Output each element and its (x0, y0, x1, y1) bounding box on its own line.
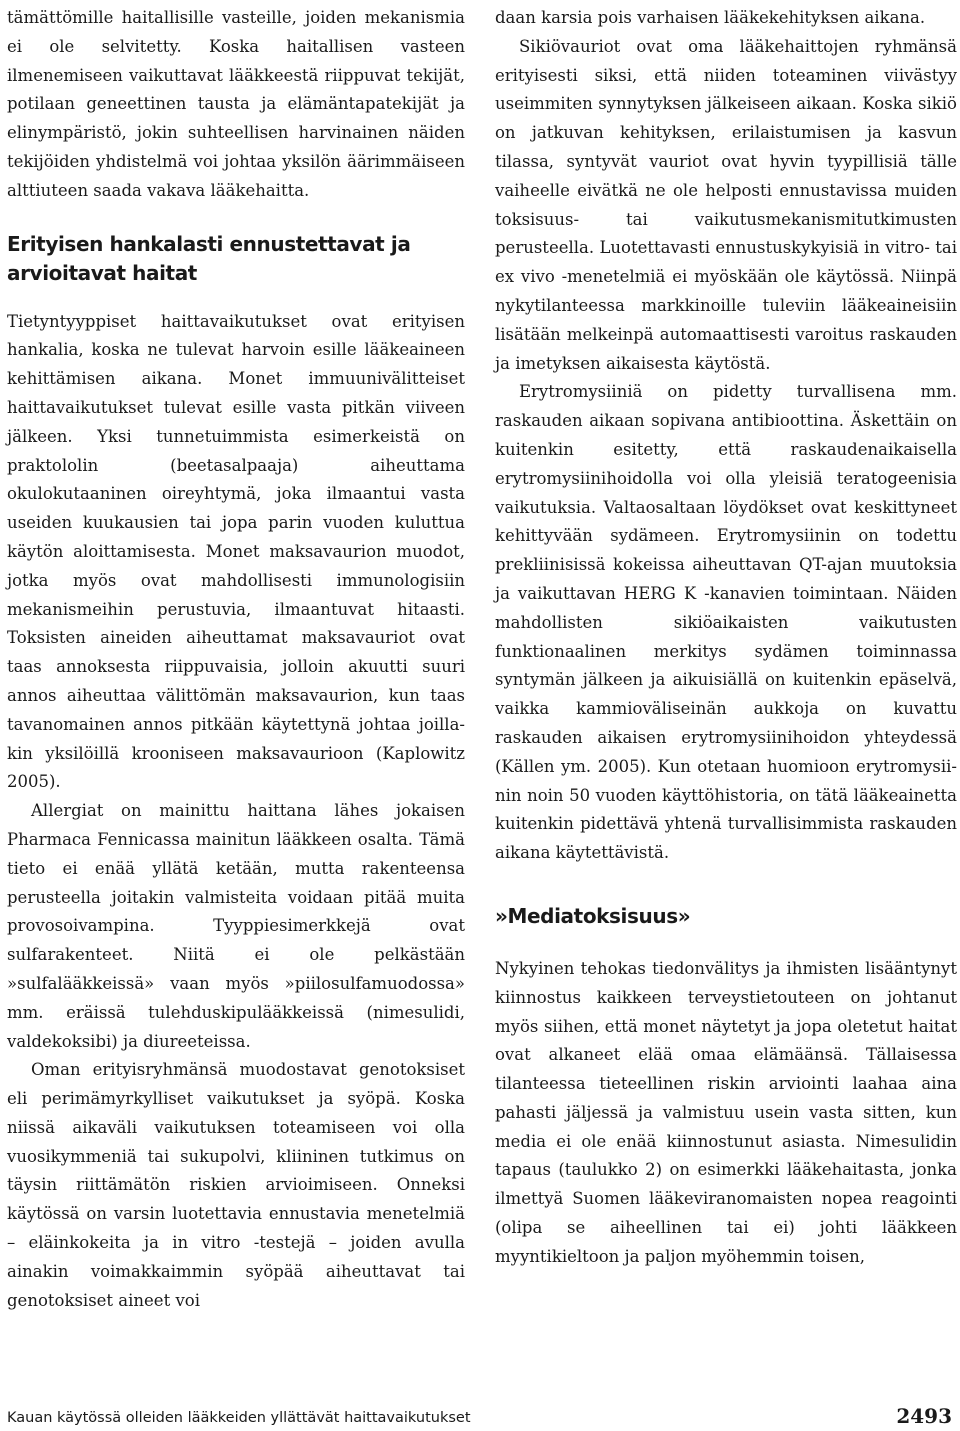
paragraph: Sikiövauriot ovat oma lääkehaittojen ryhmänsä erityisesti siksi, että niiden toteaminen viivästyy useimmiten synnytyksen jälkeiseen aikaan. Koska sikiö on jatkuvan kehityksen, erilaistumisen ja kasvun tilassa, syntyvät vauriot ovat hyvin tyypillisiä tälle vaiheelle eivätkä ne ole helposti ennustavissa muiden toksisuus- tai vaikutusmekanismitutkimusten perusteella. Luotettavasti ennustuskykyisiä in vitro- tai ex vivo -menetelmiä ei myöskään ole käytössä. Niinpä nykytilanteessa markkinoille tuleviin lääkeaineisiin lisätään melkeinpä automaattisesti varoitus raskauden ja imetyksen aikaisesta käytöstä. (495, 36, 957, 373)
paragraph: Nykyinen tehokas tiedonvälitys ja ihmisten lisääntynyt kiinnostus kaikkeen terveystietouteen on johtanut myös siihen, että monet näytetyt ja jopa oletetut haitat ovat alkaneet elää omaa elämäänsä. Tällaisessa tilanteessa tieteellinen riskin arviointi laahaa aina pahasti jäljessä ja valmistuu usein vasta sitten, kun media ei ole enää kiinnostunut asiasta. Nimesulidin tapaus (taulukko 2) on esimerkki lääkehaitasta, jonka ilmettyä Suomen lääkeviranomaisten nopea reagointi (olipa se aiheellinen tai ei) johti lääkkeen myyntikieltoon ja paljon myöhemmin toisen, (495, 958, 957, 1266)
running-title: Kauan käytössä olleiden lääkkeiden yllättävät haittavaikutukset (7, 1410, 471, 1426)
section-heading: Erityisen hankalasti ennustettavat ja arvioitavat haitat (7, 231, 411, 285)
paragraph: Oman erityisryhmänsä muodostavat genotoksiset eli perimämyrkylliset vaikutukset ja syöpä. Koska niissä aikaväli vaikutuksen toteamiseen voi olla vuosikymmeniä tai sukupolvi, kliininen tutkimus on täysin riittämätön riskien arvioimiseen. Onneksi käytössä on varsin luotettavia ennustavia menetelmiä – eläinkokeita ja in vitro -testejä – joiden avulla ainakin voimakkaimmin syöpää aiheuttavat tai genotoksiset aineet voi (7, 1060, 465, 1310)
page-number: 2493 (896, 1404, 952, 1428)
right-column (495, 4, 957, 1272)
left-column (7, 4, 465, 1315)
paragraph: Allergiat on mainittu haittana lähes jokaisen Pharmaca Fennicassa mainitun lääkkeen osalta. Tämä tieto ei enää yllätä ketään, mutta rakenteensa perusteella joitakin valmisteita voidaan pitää muita provosoivampina. Tyyppiesimerkkejä ovat sulfarakenteet. Niitä ei ole pelkästään »sulfalääkkeissä» vaan myös »piilosulfamuodossa» mm. eräissä tulehduskipulääkkeissä (nimesulidi, valdekoksibi) ja diureeteissa. (7, 801, 465, 1051)
paragraph: daan karsia pois varhaisen lääkekehityksen aikana. (495, 8, 926, 27)
section-heading: »Mediatoksisuus» (495, 903, 691, 928)
paragraph: Tietyntyyppiset haittavaikutukset ovat erityisen hankalia, koska ne tulevat harvoin esille lääkeaineen kehittämisen aikana. Monet immuunivälitteiset haittavaikutukset tulevat esille vasta pitkän viiveen jälkeen. Yksi tunnetuimmista esimerkeistä on praktololin (beetasalpaaja) aiheuttama okulokutaaninen oireyhtymä, joka ilmaantui vasta useiden kuukausien tai jopa parin vuoden kuluttua käytön aloittamisesta. Monet maksavaurion muodot, jotka myös ovat mahdollisesti immunologisiin mekanismeihin perustuvia, ilmaantuvat hitaasti. Toksisten aineiden aiheuttamat maksavauriot ovat taas annoksesta riippuvaisia, jolloin akuutti suuri annos aiheuttaa välittömän maksavaurion, kun taas tavanomainen annos pitkään käytettynä johtaa joillakin yksilöillä krooniseen maksavaurioon (Kaplowitz 2005). (7, 311, 465, 792)
page-footer (7, 1404, 952, 1430)
paragraph: tämättömille haitallisille vasteille, joiden mekanismia ei ole selvitetty. Koska haitallisen vasteen ilmenemiseen vaikuttavat lääkkeestä riippuvat tekijät, potilaan geneettinen tausta ja elämäntapatekijät ja elinympäristö, jokin suhteellisen harvinainen näiden tekijöiden yhdistelmä voi johtaa yksilön äärimmäiseen alttiuteen saada vakava lääkehaitta. (7, 8, 465, 200)
paragraph: Erytromysiiniä on pidetty turvallisena mm. raskauden aikaan sopivana antibioottina. Äskettäin on kuitenkin esitetty, että raskaudenaikaisella erytromysiinihoidolla voi olla yleisiä teratogeenisia vaikutuksia. Valtaosaltaan löydökset ovat keskittyneet kehittyvään sydämeen. Erytromysiinin on todettu prekliinisissä kokeissa aiheuttavan QT-ajan muutoksia ja vaikuttavan HERG K -kanavien toimintaan. Näiden mahdollisten sikiöaikaisten vaikutusten funktionaalinen merkitys sydämen toiminnassa syntymän jälkeen ja aikuisiällä on kuitenkin epäselvä, vaikka kammioväliseinän aukkoja on kuvattu raskauden aikaisen erytromysiinihoidon yhteydessä (Källen ym. 2005). Kun otetaan huomioon erytromysiinin noin 50 vuoden käyttöhistoria, on tätä lääkeainetta kuitenkin pidettävä yhtenä turvallisimmista raskauden aikana käytettävistä. (495, 382, 957, 863)
